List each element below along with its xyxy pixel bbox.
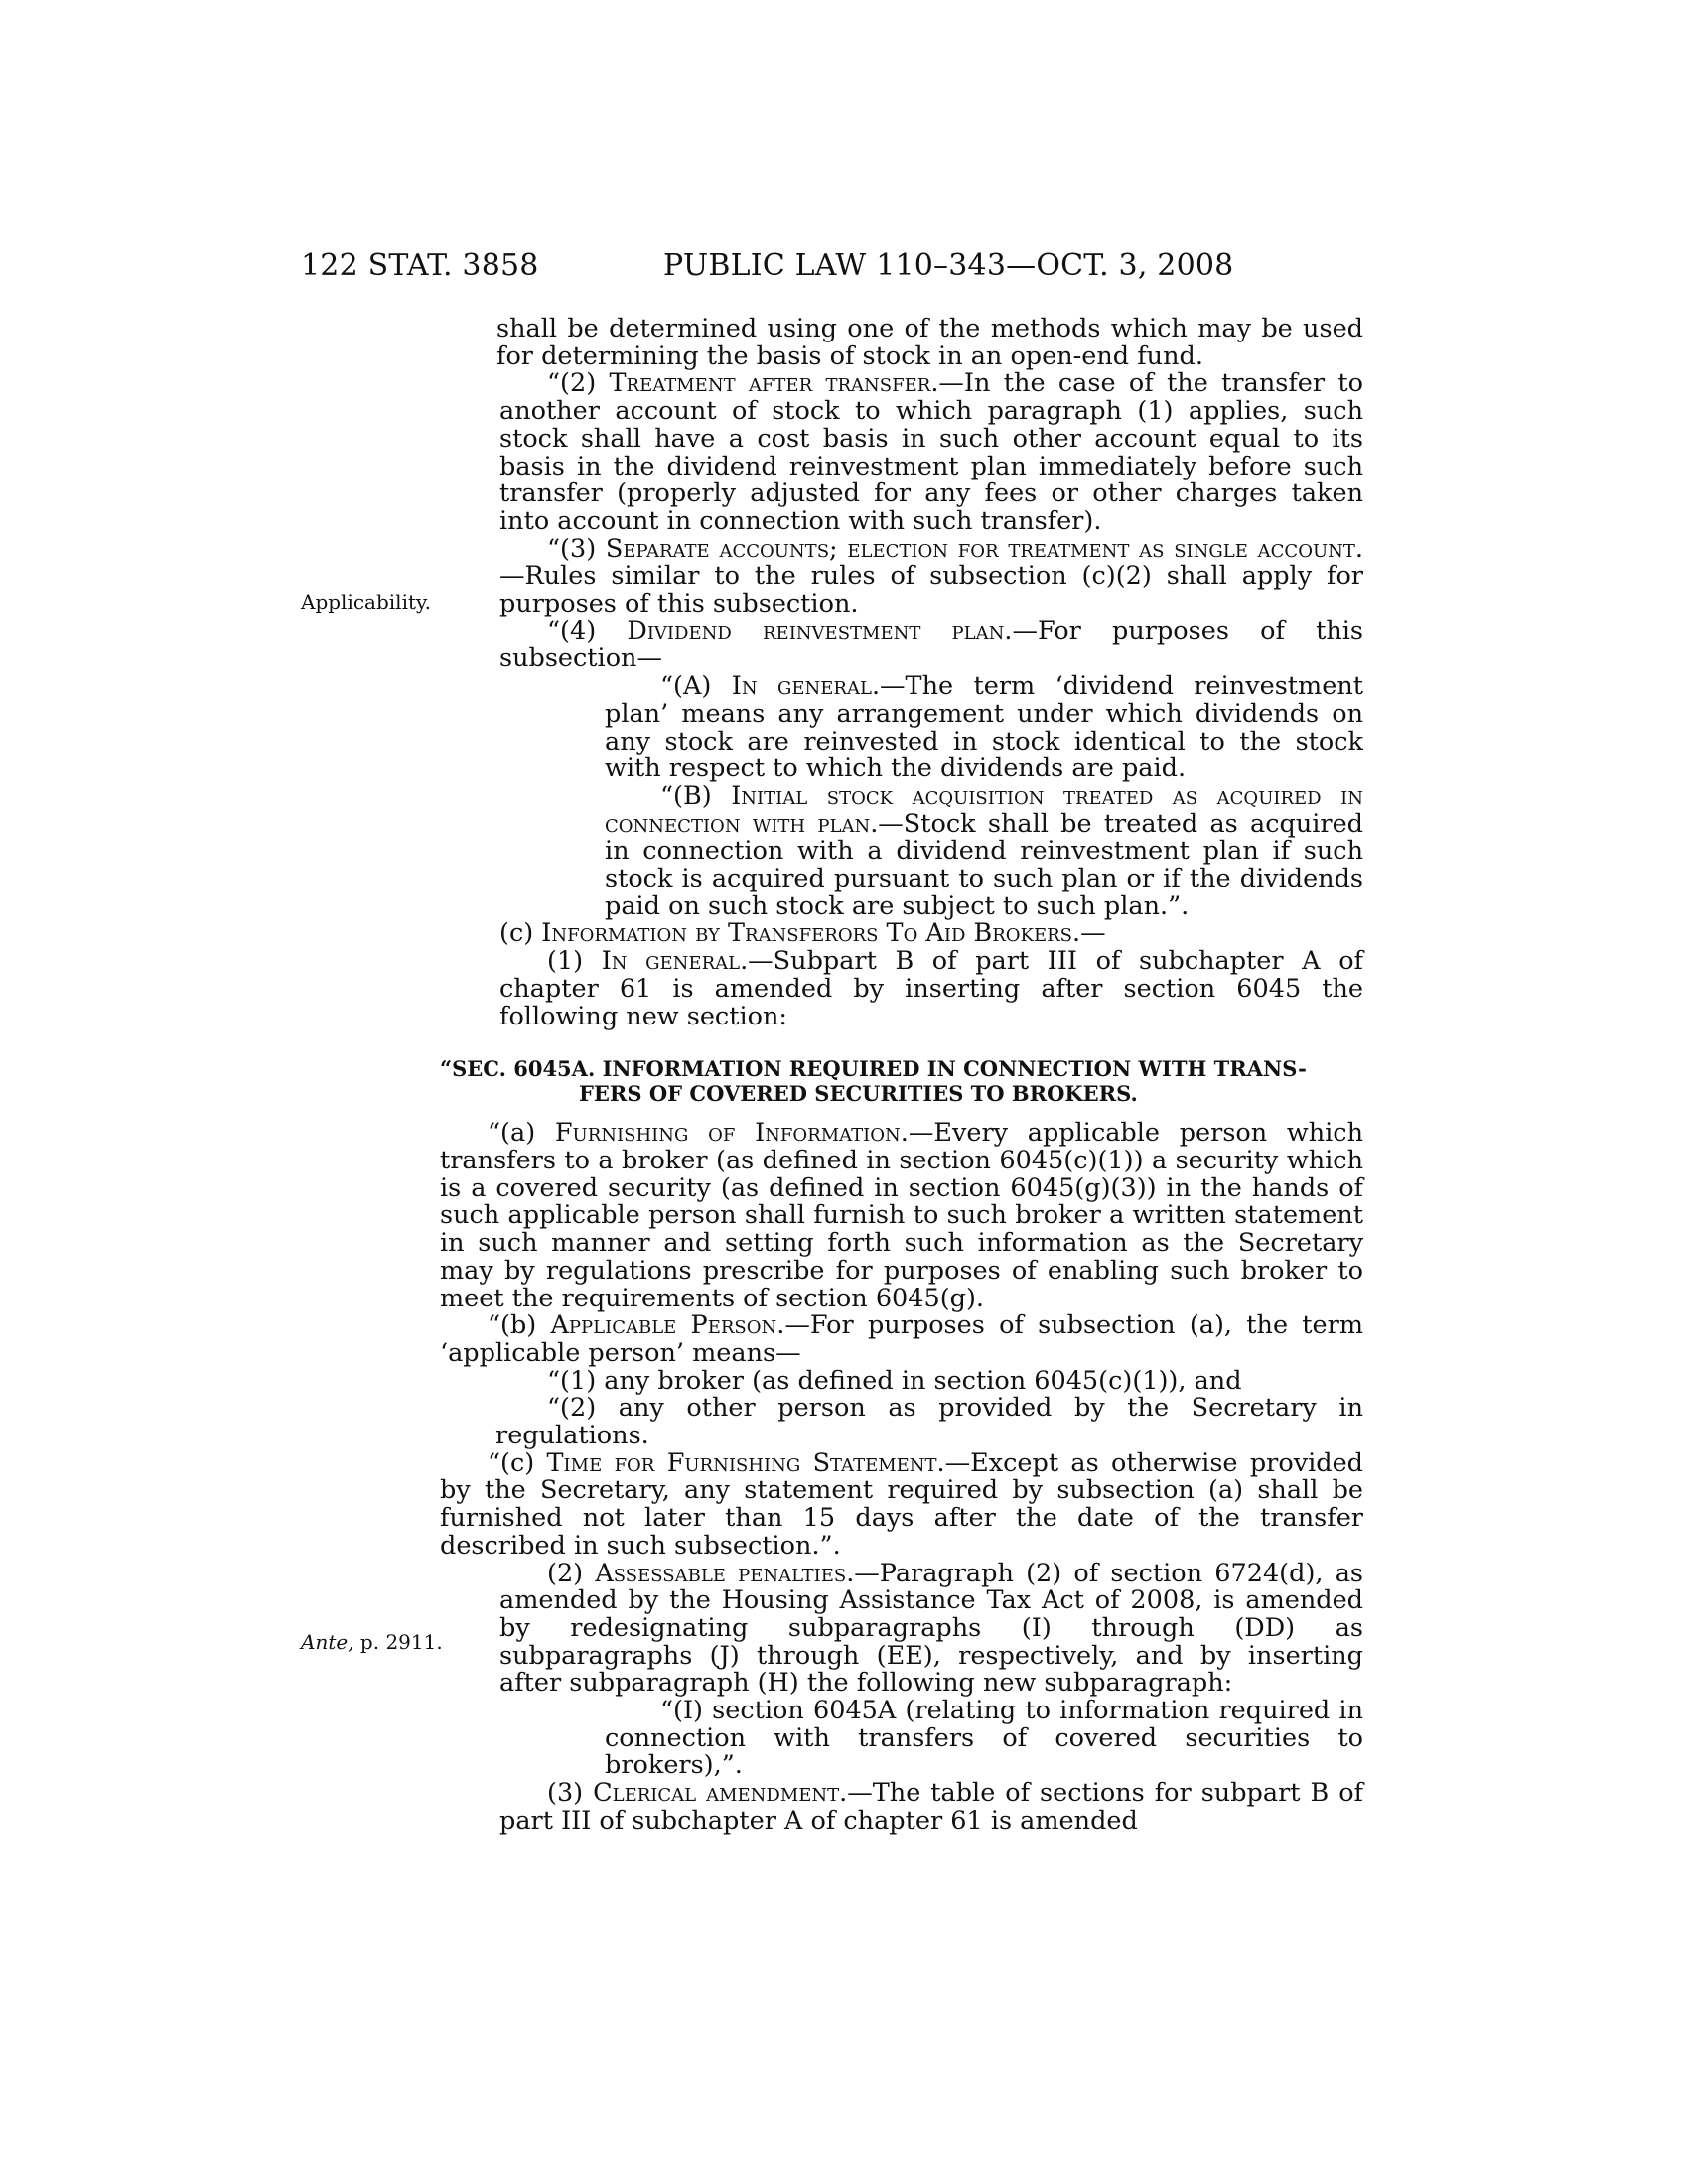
paragraph-number: (2) [547,1558,596,1588]
paragraph-clerical-amendment [499,1780,1363,1835]
section-6045a-body [440,1120,1363,1560]
paragraph-text: .—Rules similar to the rules of subsection (c)(2) shall apply for purposes of this subsection. [499,533,1363,619]
paragraph-number: “(3) [547,533,606,564]
subsection-information-by-transferors [499,920,1363,948]
subparagraph-section-6045a-item: “(I) section 6045A (relating to information required in connection with transfers of covered securities to brokers),”. [605,1696,1363,1781]
paragraph-number: (1) [547,946,602,977]
paragraph-heading: Applicable Person [550,1310,777,1341]
paragraph-text: .—Paragraph (2) of section 6724(d), as amended by the Housing Assistance Tax Act of 2008, is amended by redesignating subparagraphs (I) through (DD) as subparagraphs (J) through (EE), respectively, and by inserting after subparagraph (H) the following new subparagraph: [499,1558,1364,1699]
paragraph-number: “(A) [660,671,732,702]
subparagraph-in-general [605,673,1363,783]
paragraph-heading: Time for Furnishing Statement [546,1447,937,1478]
paragraph-in-general [499,948,1363,1030]
paragraph-text: .—In the case of the transfer to another account of stock to which paragraph (1) applies, such stock shall have a cost basis in such other account equal to its basis in the dividend reinvestment plan immediately before such transfer (properly adjusted for any fees or other charges taken into account in connection with such transfer). [499,368,1364,536]
paragraph-heading: Initial stock acquisition treated as acquired in connection with plan [605,780,1363,839]
paragraph-heading: In general [731,671,872,702]
item-any-other-person: “(2) any other person as provided by the Secretary in regulations. [495,1393,1363,1451]
paragraph-number: “(2) [547,368,610,399]
paragraph-text: .—Every applicable person which transfers to a broker (as defined in section 6045(c)(1)) a security which is a covered security (as defined in section 6045(g)(3)) in the hands of such applicable person shall furnish to such broker a written statement in such manner and setting forth such information as the Secretary may by regulations prescribe for purposes of enabling such broker to meet the requirements of section 6045(g). [440,1118,1363,1313]
margin-note-applicability: Applicability. [301,590,431,614]
paragraph-heading: Clerical amendment [593,1778,840,1809]
paragraph-text: .—The table of sections for subpart B of part III of subchapter A of chapter 61 is amended [499,1778,1363,1836]
subsection-furnishing-of-information [440,1120,1363,1312]
section-heading-line-2: FERS OF COVERED SECURITIES TO BROKERS. [579,1081,1138,1107]
paragraph-text: .—Except as otherwise provided by the Secretary, any statement required by subsection (a) shall be furnished not later than 15 days after the date of the transfer described in such subsection.”. [440,1447,1363,1561]
subsection-applicable-person [440,1312,1363,1367]
paragraph-number: (c) [499,918,542,949]
paragraph-text: .—Subpart B of part III of subchapter A of chapter 61 is amended by inserting after section 6045 the following new section: [499,946,1363,1031]
item-any-broker: “(1) any broker (as defined in section 6045(c)(1)), and [547,1365,1242,1396]
paragraph-heading: Furnishing of Information [554,1118,901,1149]
paragraph-text: .—For purposes of subsection (a), the term ‘applicable person’ means— [440,1310,1363,1368]
margin-note-ante-italic: Ante, [301,1630,354,1654]
paragraph-number: “(B) [660,780,732,811]
paragraph-text: .—For purposes of this subsection— [499,615,1364,674]
paragraph-number: (3) [547,1778,594,1809]
paragraph-heading: Dividend reinvestment plan [627,615,1005,646]
paragraph-dividend-reinvestment-plan [499,615,1364,674]
paragraph-separate-accounts [499,533,1363,619]
paragraph-heading: Assessable penalties [595,1558,847,1588]
paragraph-number: “(c) [488,1447,547,1478]
paragraph-continuation: shall be determined using one of the methods which may be used for determining the basis of stock in an open-end fund. [496,314,1363,371]
paragraph-assessable-penalties [499,1558,1364,1699]
paragraph-number: “(4) [547,615,628,646]
paragraph-heading: Information by Transferors To Aid Brokers [541,918,1073,949]
paragraph-heading: In general [601,946,741,977]
paragraph-number: “(a) [488,1118,555,1149]
statute-page-number: 122 STAT. 3858 [301,248,539,283]
section-heading-line-1: “SEC. 6045A. INFORMATION REQUIRED IN CONNECTION WITH TRANS- [440,1056,1307,1082]
paragraph-text: .—Stock shall be treated as acquired in connection with a dividend reinvestment plan if such stock is acquired pursuant to such plan or if the dividends paid on such stock are subject to such plan.”. [605,808,1363,921]
running-header-law: PUBLIC LAW 110–343—OCT. 3, 2008 [663,248,1234,283]
paragraph-text: .—The term ‘dividend reinvestment plan’ means any arrangement under which dividends on any stock are reinvested in stock identical to the stock with respect to which the dividends are paid. [605,671,1364,784]
margin-note-ante-page: p. 2911. [353,1630,443,1654]
paragraph-treatment-after-transfer [499,370,1363,535]
paragraph-heading: Separate accounts; election for treatment as single account [605,533,1355,564]
paragraph-text: .— [1072,918,1106,949]
document-body [440,314,1364,1836]
subsection-time-for-furnishing [440,1447,1363,1561]
paragraph-number: “(b) [488,1310,551,1341]
section-heading-6045a [440,1056,1363,1106]
margin-note-ante [301,1630,443,1654]
paragraph-heading: Treatment after transfer [609,368,931,399]
subparagraph-initial-stock-acquisition [605,780,1363,921]
